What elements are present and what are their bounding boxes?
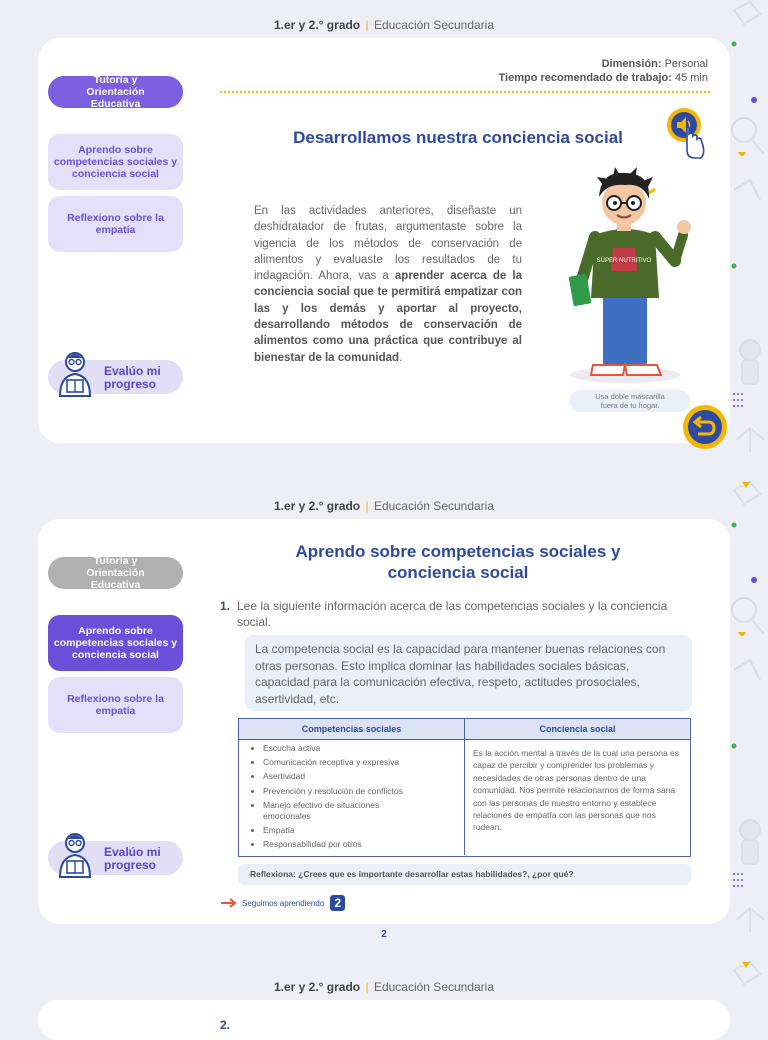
page-card-2 <box>38 519 730 924</box>
nav-item-empatia[interactable]: Reflexiono sobre la empatía <box>48 196 183 252</box>
grade-header-3: 1.er y 2.° grado | Educación Secundaria <box>273 980 495 994</box>
student-icon <box>56 350 94 400</box>
page-number: 2 <box>381 929 387 940</box>
page-title: Desarrollamos nuestra conciencia social <box>293 128 623 147</box>
table-header <box>239 719 690 740</box>
info-box: La competencia social es la capacidad para mantener buenas relaciones con otras personas. Esto implica dominar las habilidades sociales básicas, capacidad para la comunicación efectiva, respeto, actitudes prosociales, asertividad, etc. <box>245 635 692 711</box>
list-item: • Responsabilidad por otros <box>263 839 458 850</box>
reflexiona-box: Reflexiona: ¿Crees que es importante desarrollar estas habilidades?, ¿por qué? <box>238 864 691 885</box>
svg-text:SÚPER NUTRITIVO: SÚPER NUTRITIVO <box>596 258 652 264</box>
list-item: • Comunicación receptiva y expresiva <box>263 757 458 768</box>
audio-button[interactable] <box>665 106 705 161</box>
intro-paragraph: En las actividades anteriores, diseñaste un deshidratador de frutas, argumentaste sobre la vigencia de los métodos de conservación de alimentos y evaluaste los resultados de tu indagación. Ahora, vas a aprender acerca de la conciencia social que te permitirá empatizar con las y los demás y aportar al proyecto, desarrollando métodos de conservación de alimentos como una práctica que contribuye al bienestar de la comunidad. <box>254 205 522 364</box>
page-card-1 <box>38 38 730 443</box>
grade-header-2: 1.er y 2.° grado | Educación Secundaria <box>273 499 495 513</box>
dimension-info: Dimensión: Personal Tiempo recomendado de trabajo: 45 min <box>498 58 708 84</box>
dotted-divider <box>220 91 710 93</box>
item-1: 1. Lee la siguiente información acerca de las competencias sociales y la conciencia social. <box>220 599 668 629</box>
grade-header-1: 1.er y 2.° grado | Educación Secundaria <box>273 18 495 32</box>
return-icon <box>682 404 728 450</box>
conciencia-cell: Es la acción mental a través de la cual una persona es capaz de percibir y comprender los problemas y necesidades de otras personas dentro de una comunidad. Nos permite relacionarnos de forma sana con las personas de nuestro entorno y establece relaciones de empatía con las personas que nos rodean. <box>473 748 680 833</box>
section-title: Aprendo sobre competencias sociales y conciencia social <box>295 542 621 582</box>
student-icon <box>56 831 94 881</box>
list-item: • Escucha activa <box>263 743 458 754</box>
speaker-icon <box>665 106 705 161</box>
mask-note: Usa doble mascarilla fuera de tu hogar. <box>570 390 690 412</box>
back-button[interactable] <box>682 404 728 450</box>
seguimos-number: 2 <box>330 895 345 911</box>
competencias-table <box>238 718 691 857</box>
tutoria-pill[interactable]: Tutoría y Orientación Educativa <box>48 76 183 108</box>
header-competencias: Competencias sociales <box>239 719 465 739</box>
list-item: • Asertividad <box>263 771 458 782</box>
arrow-right-icon <box>221 898 239 908</box>
header-conciencia: Conciencia social <box>539 724 616 734</box>
evaluo-button[interactable]: Evalúo mi progreso <box>48 360 183 394</box>
nav-item-competencias[interactable]: Aprendo sobre competencias sociales y conciencia social <box>48 615 183 671</box>
page-card-3 <box>38 1000 730 1040</box>
evaluo-button[interactable]: Evalúo mi progreso <box>48 841 183 875</box>
student-illustration <box>563 163 693 383</box>
list-item: • Empatía <box>263 825 458 836</box>
list-item: • Prevención y resolución de conflictos <box>263 786 458 797</box>
tutoria-pill[interactable]: Tutoría y Orientación Educativa <box>48 557 183 589</box>
seguimos-link[interactable]: Seguimos aprendiendo 2 <box>221 894 345 912</box>
item-2-number: 2. <box>220 1018 231 1032</box>
competencias-list <box>239 740 465 855</box>
doodle-pattern <box>732 2 764 984</box>
list-item: • Manejo efectivo de situaciones emocionales <box>263 800 413 822</box>
background-decoration <box>730 0 768 1024</box>
nav-item-empatia[interactable]: Reflexiono sobre la empatía <box>48 677 183 733</box>
nav-item-competencias[interactable]: Aprendo sobre competencias sociales y conciencia social <box>48 134 183 190</box>
